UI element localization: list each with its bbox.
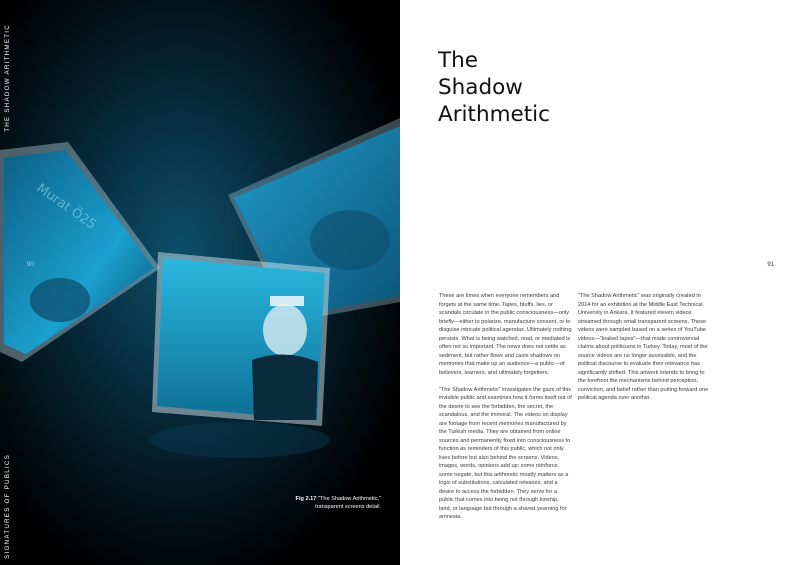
caption-detail: transparent screens detail. <box>315 503 381 510</box>
body-paragraph: "The Shadow Arithmetic" investigates the gaze of this invisible public and examines how it forms itself out of the desire to see the forbidden, the secret, the scandalous, and the immoral. The videos on display are footage from recent memories manufactured by the Turkish media. They are obtained from online sources and permanently fixed into consciousness to function as reminders of this public, which not only lives before but also behind the screens. Videos, images, words, opinions add up; some reinforce, some negate, but this arithmetic mostly matters as a logic of substitutions, calculated releases, and a desire to access the forbidden. They serve for a public that comes into being not through kinship, land, or language but through a shared yearning for amnesia. <box>439 386 572 520</box>
screen-front <box>152 252 330 426</box>
figure-caption <box>241 496 381 511</box>
figure-body <box>252 354 318 420</box>
body-paragraph: These are times when everyone remembers and forgets at the same time. Tapes, bluffs, lies, or scandals circulate in the public consciousness—only briefly—either to polarize, manufacture consent, or to disguise intricate political agendas. Ultimately nothing persists. What is being watched, read, or mediated is often not so important. The news does not settle as sediment, but rather flows and casts shadows on memories that make up an audience—a public—of believers, learners, and ultimately forgetters. <box>439 293 572 376</box>
running-head: THE SHADOW ARITHMETIC <box>4 24 11 132</box>
page-number-left: 90 <box>27 262 34 268</box>
caption-title: "The Shadow Arithmetic," <box>317 496 381 502</box>
body-paragraph: "The Shadow Arithmetic" was originally created in 2014 for an exhibition at the Middle East Technical University in Ankara. It featured eleven videos streamed through small transparent screens. These videos were sampled based on a series of YouTube videos—"leaked tapes"—that made controversial claims about politicians in Turkey. Today, most of the source videos are no longer accessible, and the political discourse to evaluate their relevance has significantly shifted. This artwork intends to bring to the forefront the mechanisms behind perception, conviction, and belief rather than putting forward one political agenda over another. <box>578 293 709 401</box>
title-line: Shadow <box>438 75 523 100</box>
right-page <box>400 0 800 565</box>
screen-text: Murat Ö25 <box>33 180 99 233</box>
page-title <box>438 47 550 128</box>
title-line: Arithmetic <box>438 102 550 127</box>
text-column-left <box>439 292 572 530</box>
section-label: SIGNATURES OF PUBLICS <box>4 454 11 559</box>
title-line: The <box>438 48 478 73</box>
text-column-right <box>578 292 711 411</box>
figure-head <box>263 304 307 356</box>
page-number-right: 91 <box>767 262 774 268</box>
caption-fig-label: Fig 2.17 <box>295 496 317 502</box>
